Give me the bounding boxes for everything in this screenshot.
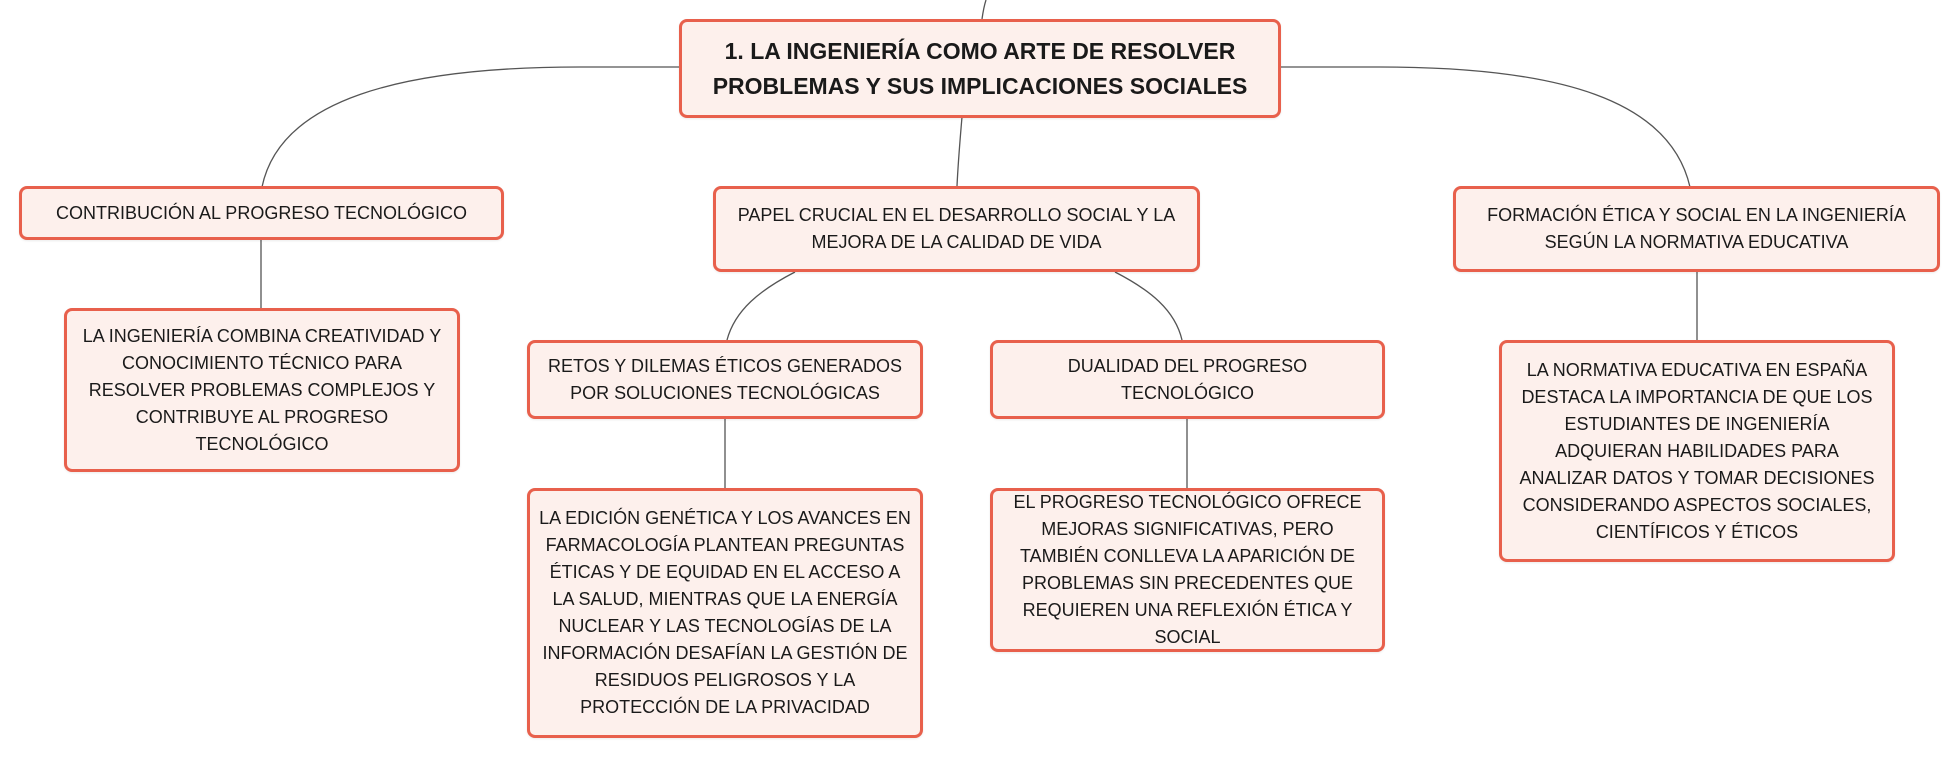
child-retos-dilemas-eticos-text: RETOS Y DILEMAS ÉTICOS GENERADOS POR SOLUCIONES TECNOLÓGICAS (547, 355, 903, 403)
detail-formacion-etica[interactable] (1499, 340, 1895, 562)
connector-root-parent (982, 0, 986, 19)
branch-progreso-tecnologico[interactable] (19, 186, 504, 240)
connector-root-to-branch-1 (262, 67, 679, 187)
branch-formacion-etica[interactable] (1453, 186, 1940, 272)
connector-branch-2-to-child-1 (727, 272, 795, 340)
child-retos-dilemas-eticos[interactable] (527, 340, 923, 419)
detail-progreso-tecnologico-text: LA INGENIERÍA COMBINA CREATIVIDAD Y CONOCIMIENTO TÉCNICO PARA RESOLVER PROBLEMAS COMPLEJOS Y CONTRIBUYE AL PROGRESO TECNOLÓGICO (82, 325, 442, 454)
branch-progreso-tecnologico-text: CONTRIBUCIÓN AL PROGRESO TECNOLÓGICO (55, 202, 468, 223)
branch-desarrollo-social[interactable] (713, 186, 1200, 272)
child-dualidad-progreso-text: DUALIDAD DEL PROGRESO TECNOLÓGICO (1067, 355, 1308, 403)
connector-root-to-branch-2 (957, 117, 962, 186)
branch-desarrollo-social-text: PAPEL CRUCIAL EN EL DESARROLLO SOCIAL Y LA MEJORA DE LA CALIDAD DE VIDA (737, 205, 1176, 252)
detail-retos-dilemas-eticos-text: LA EDICIÓN GENÉTICA Y LOS AVANCES EN FARMACOLOGÍA PLANTEAN PREGUNTAS ÉTICAS Y DE EQUIDAD EN EL ACCESO A LA SALUD, MIENTRAS QUE LA ENERGÍA NUCLEAR Y LAS TECNOLOGÍAS DE LA INFORMACIÓN DESAFÍAN LA GESTIÓN DE RESIDUOS PELIGROSOS Y LA PROTECCIÓN DE LA PRIVACIDAD (539, 508, 911, 717)
branch-formacion-etica-text: FORMACIÓN ÉTICA Y SOCIAL EN LA INGENIERÍA SEGÚN LA NORMATIVA EDUCATIVA (1487, 205, 1906, 252)
detail-formacion-etica-text: LA NORMATIVA EDUCATIVA EN ESPAÑA DESTACA LA IMPORTANCIA DE QUE LOS ESTUDIANTES DE INGENIERÍA ADQUIERAN HABILIDADES PARA ANALIZAR DATOS Y TOMAR DECISIONES CONSIDERANDO ASPECTOS SOCIALES, CIENTÍFICOS Y ÉTICOS (1519, 359, 1875, 542)
root-topic[interactable] (679, 19, 1281, 118)
detail-retos-dilemas-eticos[interactable] (527, 488, 923, 738)
connector-branch-2-to-child-2 (1115, 272, 1182, 340)
detail-dualidad-progreso-text: EL PROGRESO TECNOLÓGICO OFRECE MEJORAS SIGNIFICATIVAS, PERO TAMBIÉN CONLLEVA LA APARICIÓN DE PROBLEMAS SIN PRECEDENTES QUE REQUIEREN UNA REFLEXIÓN ÉTICA Y SOCIAL (1013, 492, 1362, 647)
connector-root-to-branch-3 (1280, 67, 1690, 187)
child-dualidad-progreso[interactable] (990, 340, 1385, 419)
detail-dualidad-progreso[interactable] (990, 488, 1385, 652)
detail-progreso-tecnologico[interactable] (64, 308, 460, 472)
root-topic-text: 1. LA INGENIERÍA COMO ARTE DE RESOLVER PROBLEMAS Y SUS IMPLICACIONES SOCIALES (712, 37, 1248, 99)
